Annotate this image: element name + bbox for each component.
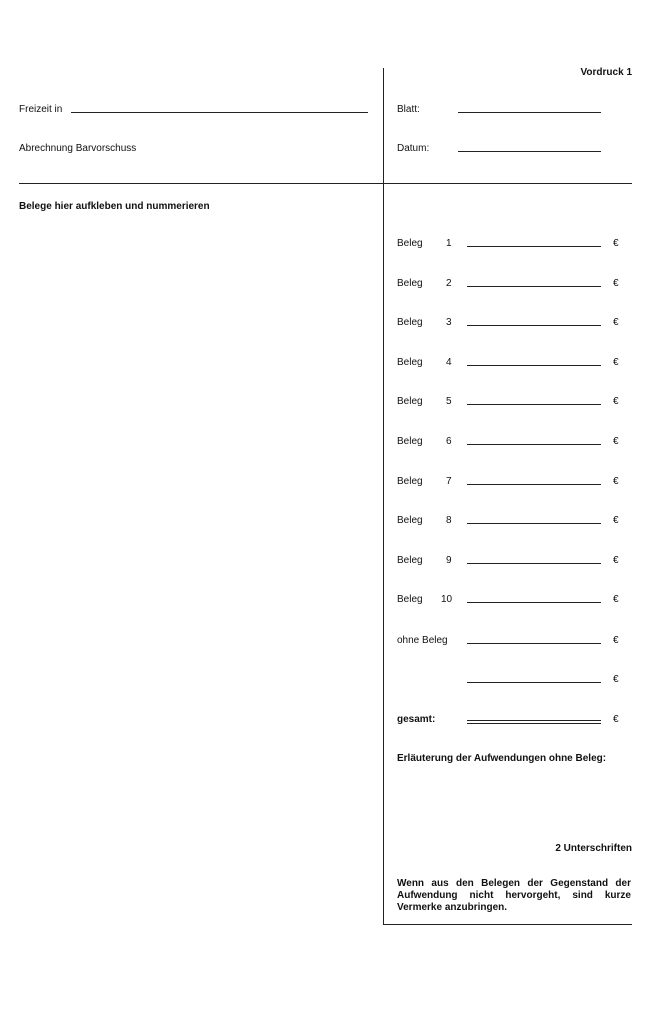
beleg-label: Beleg <box>397 396 423 407</box>
freizeit-field-line[interactable] <box>71 112 368 113</box>
beleg-label: Beleg <box>397 515 423 526</box>
blatt-label: Blatt: <box>397 104 420 115</box>
gesamt-euro: € <box>613 714 619 725</box>
beleg-number: 10 <box>441 594 453 605</box>
beleg-euro: € <box>613 278 619 289</box>
beleg-number: 8 <box>446 515 452 526</box>
beleg-label: Beleg <box>397 357 423 368</box>
header-divider <box>19 183 632 184</box>
beleg-euro: € <box>613 476 619 487</box>
ohne-beleg-label: ohne Beleg <box>397 635 448 646</box>
beleg-amount-line[interactable] <box>467 523 601 524</box>
form-id: Vordruck 1 <box>580 67 632 78</box>
beleg-label: Beleg <box>397 278 423 289</box>
beleg-number: 5 <box>446 396 452 407</box>
freizeit-label: Freizeit in <box>19 104 63 115</box>
beleg-number: 4 <box>446 357 452 368</box>
datum-label: Datum: <box>397 143 430 154</box>
gesamt-label: gesamt: <box>397 714 436 725</box>
ohne-beleg-line[interactable] <box>467 643 601 644</box>
beleg-label: Beleg <box>397 594 423 605</box>
extra-line[interactable] <box>467 682 601 683</box>
beleg-number: 2 <box>446 278 452 289</box>
beleg-amount-line[interactable] <box>467 404 601 405</box>
beleg-euro: € <box>613 317 619 328</box>
beleg-euro: € <box>613 396 619 407</box>
beleg-amount-line[interactable] <box>467 444 601 445</box>
beleg-amount-line[interactable] <box>467 246 601 247</box>
erlaeuterung-heading: Erläuterung der Aufwendungen ohne Beleg: <box>397 753 607 764</box>
beleg-number: 7 <box>446 476 452 487</box>
beleg-euro: € <box>613 357 619 368</box>
datum-field-line[interactable] <box>458 151 601 152</box>
beleg-euro: € <box>613 515 619 526</box>
beleg-euro: € <box>613 594 619 605</box>
blatt-field-line[interactable] <box>458 112 601 113</box>
beleg-euro: € <box>613 238 619 249</box>
beleg-label: Beleg <box>397 238 423 249</box>
footer-rule <box>383 924 632 925</box>
beleg-number: 9 <box>446 555 452 566</box>
beleg-label: Beleg <box>397 317 423 328</box>
ohne-beleg-euro: € <box>613 635 619 646</box>
beleg-label: Beleg <box>397 436 423 447</box>
beleg-amount-line[interactable] <box>467 563 601 564</box>
beleg-amount-line[interactable] <box>467 286 601 287</box>
beleg-euro: € <box>613 555 619 566</box>
beleg-amount-line[interactable] <box>467 365 601 366</box>
beleg-amount-line[interactable] <box>467 602 601 603</box>
unterschriften-label: 2 Unterschriften <box>555 843 632 854</box>
abrechnung-label: Abrechnung Barvorschuss <box>19 143 137 154</box>
beleg-amount-line[interactable] <box>467 484 601 485</box>
gesamt-double-line[interactable] <box>467 720 601 724</box>
beleg-number: 6 <box>446 436 452 447</box>
hinweis-text: Wenn aus den Belegen der Gegenstand der Aufwendung nicht hervorgeht, sind kurze Vermerke anzubringen. <box>397 878 631 913</box>
extra-euro: € <box>613 674 619 685</box>
belege-instruction: Belege hier aufkleben und nummerieren <box>19 201 210 212</box>
beleg-label: Beleg <box>397 476 423 487</box>
beleg-amount-line[interactable] <box>467 325 601 326</box>
column-divider <box>383 68 384 924</box>
beleg-euro: € <box>613 436 619 447</box>
beleg-number: 3 <box>446 317 452 328</box>
beleg-label: Beleg <box>397 555 423 566</box>
beleg-number: 1 <box>446 238 452 249</box>
